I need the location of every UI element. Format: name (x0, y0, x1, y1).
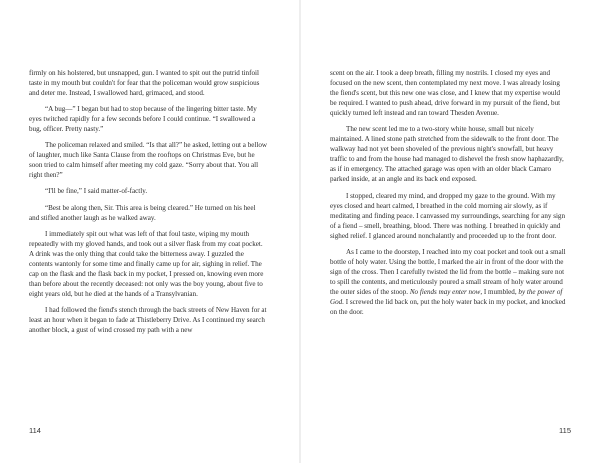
paragraph: The policeman relaxed and smiled. “Is that all?” he asked, letting out a bellow of laughter, much like Santa Clause from the rooftops on Christmas Eve, but he soon tried to calm himself after meeting my cold gaze. “Sorry about that. You all right then?” (29, 141, 267, 180)
right-page-text (330, 68, 568, 323)
page-number-left: 114 (29, 426, 41, 435)
italic-thought: by the power of God. (330, 287, 563, 306)
paragraph: firmly on his holstered, but unsnapped, gun. I wanted to spit out the putrid tinfoil taste in my mouth but couldn't for fear that the policeman would grow suspicious and deter me. Instead, I swallowed hard, grimaced, and stood. (29, 69, 260, 98)
paragraph-text: As I came to the doorstep, I reached into my coat pocket and took out a small bottle of holy water. Using the bottle, I marked the air in front of the door with the sign of the cross. Then I carefully twisted the lid from the bottle – making sure not to spill the contents, and meticulously poured a small stream of holy water around the outer sides of the stoop. (330, 247, 566, 296)
paragraph: The new scent led me to a two-story white house, small but nicely maintained. A lined stone path stretched from the sidewalk to the front door. The walkway had not yet been shoveled of the previous night's snowfall, but heavy traffic to and from the house had managed to dishevel the fresh snow haphazardly, as if in emergency. The attached garage was open with an older black Camaro parked inside, at an angle and its back end exposed. (330, 125, 564, 184)
paragraph (330, 247, 568, 317)
page-number-right: 115 (559, 426, 571, 435)
paragraph: I stopped, cleared my mind, and dropped my gaze to the ground. With my eyes closed and heart calmed, I breathed in the cold morning air slowly, as if meditating and finding peace. I canvassed my surroundings, searching for any sign of a fiend – smell, breathing, blood. There was nothing. I breathed in quickly and sighed relief. I glanced around nonchalantly and proceeded up to the front door. (330, 191, 566, 240)
paragraph-text: I screwed the lid back on, put the holy water back in my pocket, and knocked on the door. (330, 297, 566, 317)
paragraph: I immediately spit out what was left of that foul taste, wiping my mouth repeatedly with my gloved hands, and took out a silver flask from my coat pocket. A drink was the only thing that could take the bitterness away. I guzzled the contents wantonly for some time and finally came up for air, sighing in relief. The cap on the flask and the flask back in my pocket, I pressed on, knowing even more than before about the recently deceased: not only was the boy young, about five to eight years old, but he died at the hands of a Transylvanian. (29, 229, 264, 298)
paragraph: “I'll be fine,” I said matter-of-factly. (45, 187, 148, 196)
paragraph: “A bug—” I began but had to stop because of the lingering bitter taste. My eyes twitched rapidly for a few seconds before I could continue. “I swallowed a bug, officer. Pretty nasty.” (29, 105, 257, 134)
paragraph: “Best be along then, Sir. This area is being cleared.” He turned on his heel and stifled another laugh as he walked away. (29, 203, 256, 222)
left-page-text (29, 68, 267, 341)
paragraph-text: , I mumbled, (480, 287, 517, 296)
italic-thought: No fiends may enter now (409, 287, 481, 296)
paragraph: scent on the air. I took a deep breath, filling my nostrils. I closed my eyes and focused on the new scent, then contemplated my next move. I was already losing the fiend's scent, but this new one was close, and I knew that my expertise would be required. I wanted to push ahead, drive forward in my pursuit of the fiend, but quickly turned left instead and ran toward Thesden Avenue. (330, 69, 561, 118)
paragraph: I had followed the fiend's stench through the back streets of New Haven for at least an hour when it began to fade at Thistleberry Drive. As I continued my search another block, a gust of wind crossed my path with a new (29, 305, 267, 335)
